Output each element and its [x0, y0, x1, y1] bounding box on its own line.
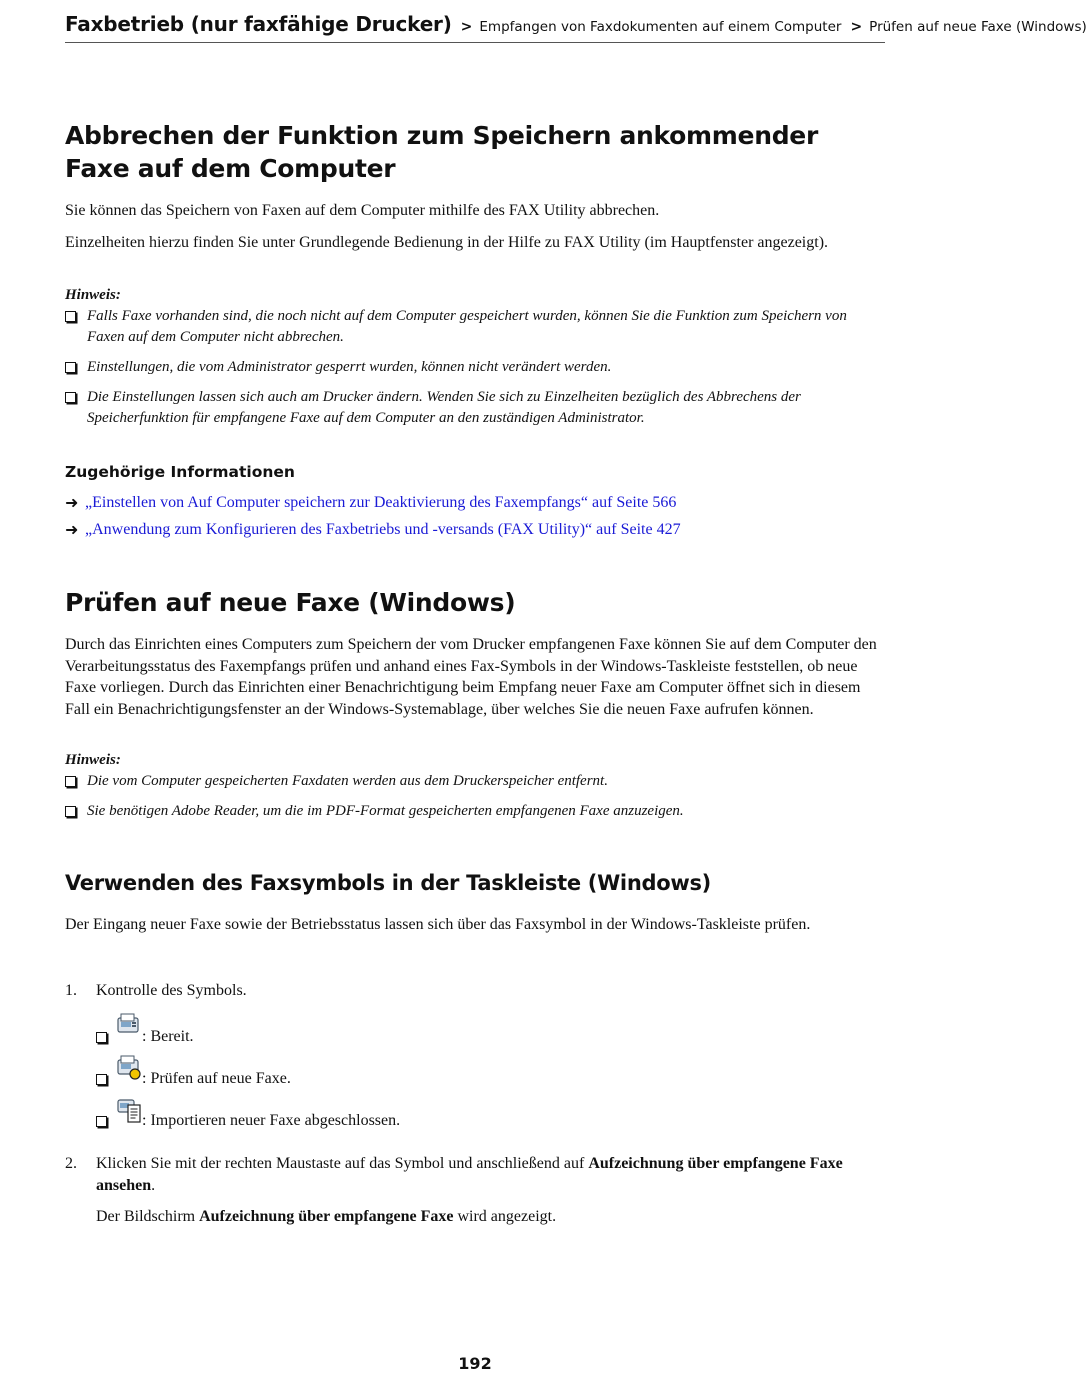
- step-result: Der Bildschirm Aufzeichnung über empfangene Faxe wird angezeigt.: [96, 1208, 557, 1225]
- related-link[interactable]: ➜ „Anwendung zum Konfigurieren des Faxbetriebs und -versands (FAX Utility)“ auf Seite 427: [65, 520, 681, 539]
- checkbox-bullet-icon: [65, 362, 76, 373]
- note-item: Sie benötigen Adobe Reader, um die im PDF-Format gespeicherten empfangenen Faxe anzuzeigen.: [65, 801, 885, 822]
- note-title: Hinweis:: [65, 752, 121, 768]
- note-title: Hinweis:: [65, 287, 121, 303]
- section-title: Prüfen auf neue Faxe (Windows): [65, 588, 516, 617]
- note-item: Die Einstellungen lassen sich auch am Drucker ändern. Wenden Sie sich zu Einzelheiten bezüglich des Abbrechens der Speicherfunktion für empfangene Faxe auf dem Computer an den zuständigen Administrator.: [65, 387, 885, 429]
- related-link[interactable]: ➜ „Einstellen von Auf Computer speichern zur Deaktivierung des Faxempfangs“ auf Seite 566: [65, 493, 677, 512]
- related-links: [65, 486, 885, 540]
- note-item: Falls Faxe vorhanden sind, die noch nicht auf dem Computer gespeichert wurden, können Sie die Funktion zum Speichern von Faxen auf dem Computer nicht abbrechen.: [65, 306, 885, 348]
- step-text: Kontrolle des Symbols.: [96, 982, 247, 999]
- checkbox-bullet-icon: [96, 1116, 107, 1127]
- breadcrumb-separator: >: [850, 19, 863, 35]
- arrow-right-icon: ➜: [65, 493, 79, 512]
- note-item: Einstellungen, die vom Administrator gesperrt wurden, können nicht verändert werden.: [65, 357, 885, 378]
- checkbox-bullet-icon: [65, 392, 76, 403]
- step-1: [65, 980, 885, 1002]
- paragraph: Sie können das Speichern von Faxen auf dem Computer mithilfe des FAX Utility abbrechen.: [65, 202, 660, 219]
- step-number: 2.: [65, 1155, 77, 1172]
- arrow-right-icon: ➜: [65, 520, 79, 539]
- subsection-title: Verwenden des Faxsymbols in der Taskleiste (Windows): [65, 871, 711, 895]
- icon-label: : Importieren neuer Faxe abgeschlossen.: [142, 1112, 401, 1129]
- paragraph: Einzelheiten hierzu finden Sie unter Grundlegende Bedienung in der Hilfe zu FAX Utility (im Hauptfenster angezeigt).: [65, 234, 829, 251]
- section-title: Abbrechen der Funktion zum Speichern ankommender Faxe auf dem Computer: [65, 121, 818, 183]
- section-cancel-save: [65, 119, 885, 185]
- checkbox-bullet-icon: [65, 776, 76, 787]
- ui-term: Aufzeichnung über empfangene Faxe ansehen: [96, 1155, 843, 1194]
- breadcrumb: [65, 12, 1087, 43]
- step-number: 1.: [65, 982, 77, 999]
- fax-import-done-icon: [116, 1096, 142, 1124]
- step-2: [65, 1153, 885, 1228]
- checkbox-bullet-icon: [96, 1074, 107, 1085]
- ui-term: Aufzeichnung über empfangene Faxe: [199, 1208, 454, 1225]
- breadcrumb-separator: >: [460, 19, 473, 35]
- breadcrumb-main: Faxbetrieb (nur faxfähige Drucker): [65, 12, 452, 36]
- paragraph: Der Eingang neuer Faxe sowie der Betriebsstatus lassen sich über das Faxsymbol in der Windows-Taskleiste prüfen.: [65, 916, 811, 933]
- icon-label: : Prüfen auf neue Faxe.: [142, 1070, 291, 1087]
- note-item: Die vom Computer gespeicherten Faxdaten werden aus dem Druckerspeicher entfernt.: [65, 771, 885, 792]
- icon-label: : Bereit.: [142, 1028, 194, 1045]
- step-text: Klicken Sie mit der rechten Maustaste auf das Symbol und anschließend auf Aufzeichnung über empfangene Faxe ansehen.: [96, 1155, 843, 1194]
- checkbox-bullet-icon: [65, 311, 76, 322]
- note-block: [65, 285, 885, 429]
- related-info-title: Zugehörige Informationen: [65, 463, 295, 481]
- breadcrumb-item: Prüfen auf neue Faxe (Windows): [869, 19, 1087, 35]
- fax-ready-icon: [116, 1012, 142, 1040]
- checkbox-bullet-icon: [65, 806, 76, 817]
- breadcrumb-item: Empfangen von Faxdokumenten auf einem Computer: [479, 19, 842, 35]
- fax-checking-icon: [116, 1054, 142, 1082]
- page-number: 192: [458, 1354, 492, 1373]
- paragraph: Durch das Einrichten eines Computers zum Speichern der vom Drucker empfangenen Faxe können Sie auf dem Computer den Verarbeitungsstatus des Faxempfangs prüfen und anhand eines Fax-Symbols in der Windows-Taskleiste feststellen, ob neue Faxe vorliegen. Durch das Einrichten einer Benachrichtigung beim Empfang neuer Faxe am Computer öffnet sich in diesem Fall ein Benachrichtigungsfenster an der Windows-Systemablage, über welches Sie die neuen Faxe aufrufen können.: [65, 636, 877, 718]
- checkbox-bullet-icon: [96, 1032, 107, 1043]
- note-block: [65, 750, 885, 822]
